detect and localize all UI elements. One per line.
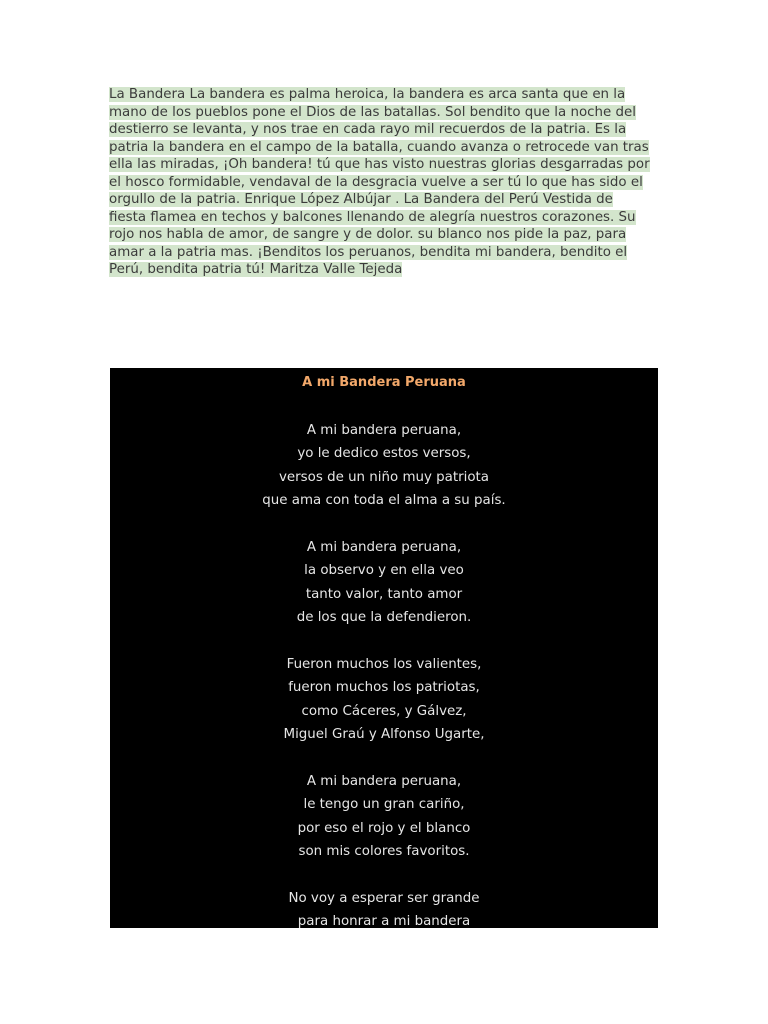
poem-line: que ama con toda el alma a su país.: [262, 493, 506, 509]
poem-line: le tengo un gran cariño,: [303, 797, 465, 813]
poem-stanza: [110, 770, 658, 864]
poem-line: yo le dedico estos versos,: [297, 446, 471, 462]
intro-paragraph: [109, 86, 654, 279]
poem-stanza: [110, 536, 658, 630]
poem-line: versos de un niño muy patriota: [279, 469, 489, 485]
poem-line: A mi bandera peruana,: [306, 423, 462, 438]
poem-line: la observo y en ella veo: [304, 563, 464, 579]
poem-line: No voy a esperar ser grande: [288, 890, 480, 906]
poem-image: [110, 368, 658, 928]
intro-text: La Bandera La bandera es palma heroica, la bandera es arca santa que en la mano de los pueblos pone el Dios de las batallas. Sol bendito que la noche del destierro se levanta, y nos trae en cada rayo mil recuerdos de la patria. Es la patria la bandera en el campo de la batalla, cuando avanza o retrocede van tras ella las miradas, ¡Oh bandera! tú que has visto nuestras glorias desgarradas por el hosco formidable, vendaval de la desgracia vuelve a ser tú lo que has sido el orgullo de la patria. Enrique López Albújar . La Bandera del Perú Vestida de fiesta flamea en techos y balcones llenando de alegría nuestros corazones. Su rojo nos habla de amor, de sangre y de dolor. su blanco nos pide la paz, para amar a la patria mas. ¡Benditos los peruanos, bendita mi bandera, bendito el Perú, bendita patria tú! Maritza Valle Tejeda: [109, 87, 650, 277]
poem-line: son mis colores favoritos.: [298, 844, 470, 860]
poem-line: Fueron muchos los valientes,: [286, 656, 482, 672]
poem-line: Miguel Graú y Alfonso Ugarte,: [283, 727, 485, 743]
poem-stanza: [110, 887, 658, 928]
poem-stanza: [110, 419, 658, 513]
poem-line: por eso el rojo y el blanco: [297, 820, 471, 836]
poem-line: tanto valor, tanto amor: [305, 586, 463, 602]
poem-stanza: [110, 653, 658, 747]
poem-line: fueron muchos los patriotas,: [288, 680, 480, 696]
poem-line: de los que la defendieron.: [296, 610, 472, 626]
poem-line: para honrar a mi bandera: [297, 914, 471, 928]
poem-line: A mi bandera peruana,: [306, 773, 462, 789]
poem-line: como Cáceres, y Gálvez,: [301, 703, 467, 719]
poem-body: [110, 419, 658, 928]
poem-line: A mi bandera peruana,: [306, 539, 462, 555]
poem-title: A mi Bandera Peruana: [302, 375, 466, 390]
